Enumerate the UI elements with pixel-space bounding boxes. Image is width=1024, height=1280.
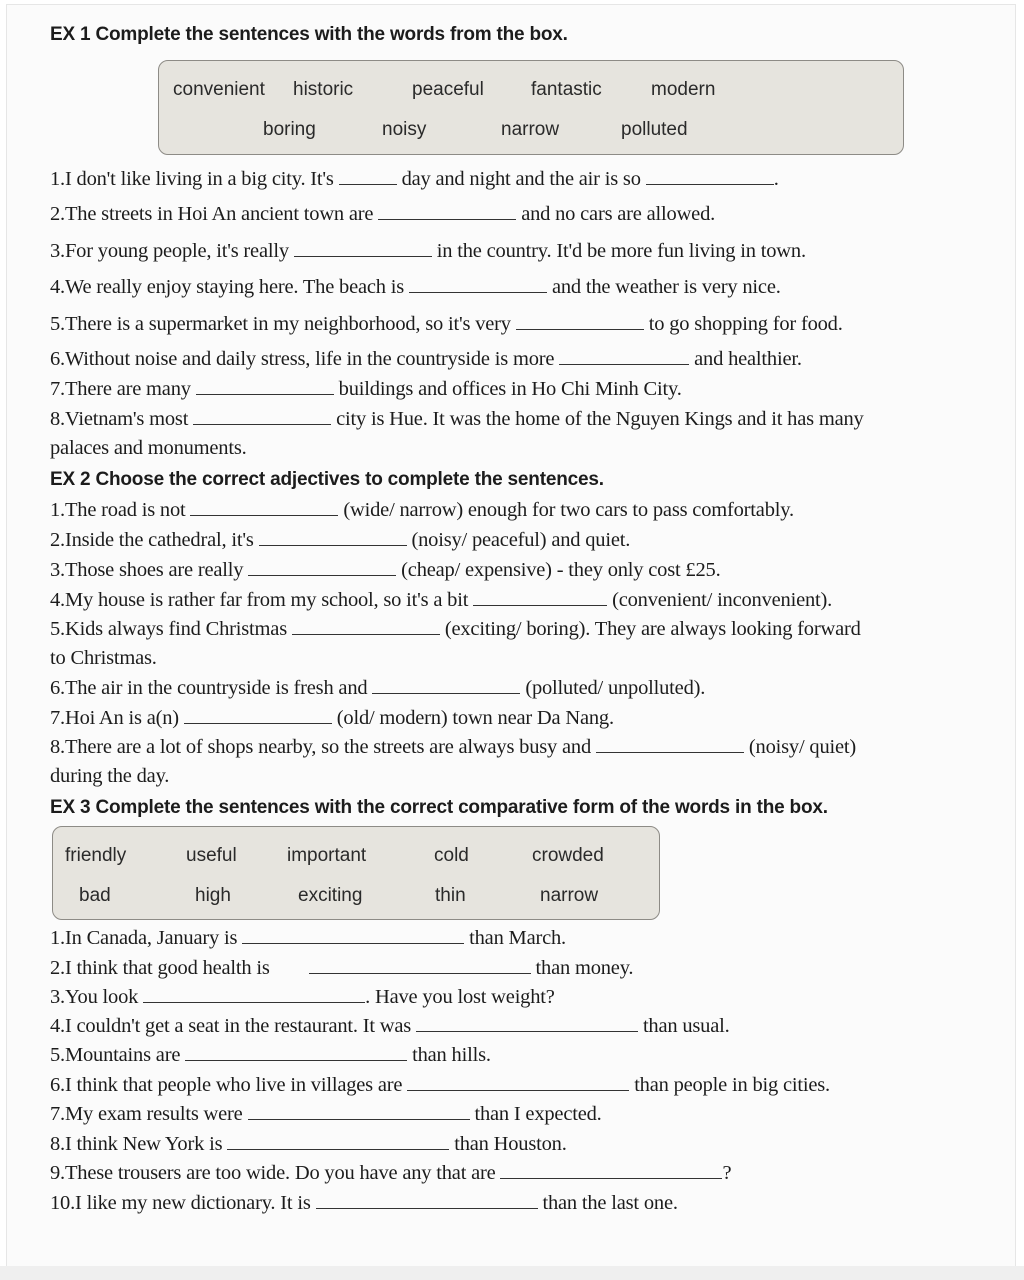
ex2-sentence-5-cont: to Christmas. [50,647,157,669]
answer-blank[interactable] [500,1164,722,1179]
answer-blank[interactable] [596,738,744,753]
answer-blank[interactable] [294,242,432,257]
word-box-item: peaceful [412,79,484,100]
word-box-item: noisy [382,119,427,140]
page-bottom-edge [0,1266,1024,1280]
word-box-item: high [195,885,231,906]
word-box-item: historic [293,79,354,100]
word-box-item: narrow [501,119,560,140]
ex1-sentence-7: 7.There are many buildings and offices in Ho Chi Minh City. [50,378,682,400]
answer-blank[interactable] [309,959,531,974]
answer-blank[interactable] [339,170,397,185]
ex3-sentence-8: 8.I think New York is than Houston. [50,1133,567,1155]
answer-blank[interactable] [292,620,440,635]
answer-blank[interactable] [259,531,407,546]
word-box-item: crowded [532,845,604,866]
ex2-sentence-8-cont: during the day. [50,765,170,787]
answer-blank[interactable] [184,709,332,724]
answer-blank[interactable] [143,988,365,1003]
ex2-sentence-7: 7.Hoi An is a(n) (old/ modern) town near Da Nang. [50,707,614,729]
ex2-sentence-2: 2.Inside the cathedral, it's (noisy/ peaceful) and quiet. [50,529,631,551]
answer-blank[interactable] [190,501,338,516]
word-box-item: friendly [65,845,127,866]
word-box-item: cold [434,845,469,866]
ex1-sentence-3: 3.For young people, it's really in the country. It'd be more fun living in town. [50,240,806,262]
answer-blank[interactable] [409,278,547,293]
answer-blank[interactable] [516,315,644,330]
ex3-sentence-10: 10.I like my new dictionary. It is than the last one. [50,1192,678,1214]
word-box-item: polluted [621,119,688,140]
answer-blank[interactable] [185,1046,407,1061]
ex1-sentence-4: 4.We really enjoy staying here. The beach is and the weather is very nice. [50,276,781,298]
word-box-item: important [287,845,367,866]
word-box-item: modern [651,79,716,100]
ex2-sentence-8: 8.There are a lot of shops nearby, so the streets are always busy and (noisy/ quiet) [50,736,857,758]
answer-blank[interactable] [196,380,334,395]
word-box-item: exciting [298,885,363,906]
answer-blank[interactable] [316,1194,538,1209]
answer-blank[interactable] [227,1135,449,1150]
word-box-item: narrow [540,885,599,906]
ex3-sentence-3: 3.You look . Have you lost weight? [50,986,555,1008]
ex1-sentence-1: 1.I don't like living in a big city. It's day and night and the air is so . [50,168,779,190]
ex2-sentence-4: 4.My house is rather far from my school, so it's a bit (convenient/ inconvenient). [50,589,833,611]
ex3-word-box [52,826,660,920]
ex3-sentence-6: 6.I think that people who live in villages are than people in big cities. [50,1074,830,1096]
answer-blank[interactable] [407,1076,629,1091]
ex1-sentence-6: 6.Without noise and daily stress, life in the countryside is more and healthier. [50,348,802,370]
ex3-sentence-1: 1.In Canada, January is than March. [50,927,566,949]
ex2-sentence-1: 1.The road is not (wide/ narrow) enough for two cars to pass comfortably. [50,499,794,521]
answer-blank[interactable] [193,410,331,425]
ex1-sentence-2: 2.The streets in Hoi An ancient town are and no cars are allowed. [50,203,716,225]
ex1-sentence-5: 5.There is a supermarket in my neighborhood, so it's very to go shopping for food. [50,313,843,335]
word-box-item: boring [263,119,316,140]
ex2-sentence-3: 3.Those shoes are really (cheap/ expensive) - they only cost £25. [50,559,721,581]
answer-blank[interactable] [473,591,607,606]
word-box-item: thin [435,885,466,906]
word-box-item: convenient [173,79,265,100]
answer-blank[interactable] [248,561,396,576]
ex3-sentence-4: 4.I couldn't get a seat in the restaurant. It was than usual. [50,1015,730,1037]
ex1-sentence-8: 8.Vietnam's most city is Hue. It was the home of the Nguyen Kings and it has many [50,408,864,430]
ex3-sentence-5: 5.Mountains are than hills. [50,1044,491,1066]
answer-blank[interactable] [248,1105,470,1120]
ex3-sentence-7: 7.My exam results were than I expected. [50,1103,602,1125]
ex3-sentence-2: 2.I think that good health is than money. [50,957,634,979]
answer-blank[interactable] [242,929,464,944]
answer-blank[interactable] [646,170,774,185]
ex2-sentence-6: 6.The air in the countryside is fresh and (polluted/ unpolluted). [50,677,706,699]
word-box-item: fantastic [531,79,602,100]
ex1-heading: EX 1 Complete the sentences with the words from the box. [50,24,568,45]
answer-blank[interactable] [416,1017,638,1032]
answer-blank[interactable] [378,205,516,220]
ex2-sentence-5: 5.Kids always find Christmas (exciting/ boring). They are always looking forward [50,618,861,640]
word-box-item: useful [186,845,237,866]
ex2-heading: EX 2 Choose the correct adjectives to complete the sentences. [50,469,604,490]
ex1-sentence-8-cont: palaces and monuments. [50,437,247,459]
ex3-sentence-9: 9.These trousers are too wide. Do you have any that are ? [50,1162,732,1184]
word-box-item: bad [79,885,111,906]
answer-blank[interactable] [372,679,520,694]
answer-blank[interactable] [559,350,689,365]
ex3-heading: EX 3 Complete the sentences with the correct comparative form of the words in the box. [50,797,828,818]
ex1-word-box [158,60,904,155]
